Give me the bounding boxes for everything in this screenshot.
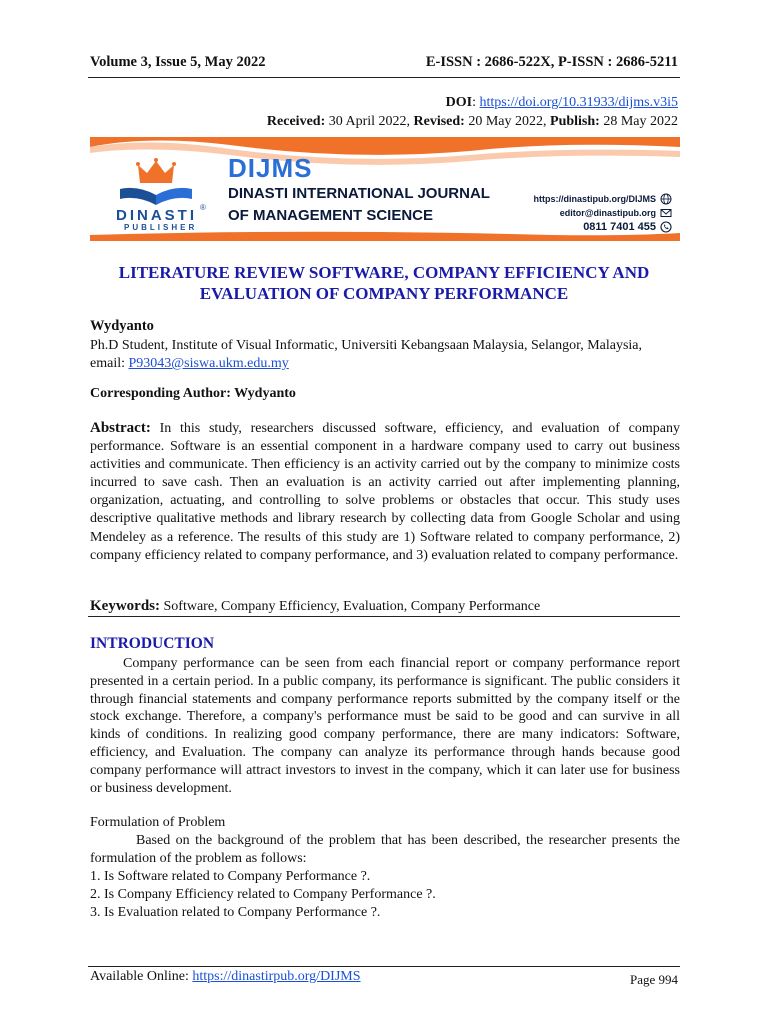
- footer-link[interactable]: https://dinastirpub.org/DIJMS: [192, 969, 361, 984]
- received-label: Received:: [266, 114, 326, 129]
- keywords-divider: [88, 616, 680, 617]
- list-item: 2. Is Company Efficiency related to Company Performance ?.: [90, 886, 436, 902]
- journal-banner: [90, 137, 680, 241]
- publish-date: 28 May 2022: [603, 114, 678, 129]
- publisher-sub: PUBLISHER: [124, 223, 198, 232]
- keywords-text: Software, Company Efficiency, Evaluation, Company Performance: [163, 599, 541, 614]
- abstract-label: Abstract:: [90, 420, 151, 436]
- abstract: [90, 419, 680, 565]
- email-text: editor@dinastipub.org: [559, 208, 656, 218]
- journal-volume: Volume 3, Issue 5, May 2022: [90, 54, 266, 70]
- keywords: [90, 598, 680, 615]
- introduction-paragraph: Company performance can be seen from each financial report or company performance report presented in a certain period. In a public company, its performance is significant. The public considers it through financial statements and company performance reports submitted by the company itself or the stock exchange. Therefore, a company's performance must be said to be good and can survive in all kinds of conditions. In realizing good company performance, there are many indicators: Software, efficiency, and Evaluation. The company can analyze its performance through hands because good company performance will attract investors to invest in the company, which it can later use for business or business development.: [90, 656, 680, 796]
- envelope-icon: [660, 207, 672, 219]
- crown-icon: [136, 157, 176, 187]
- problem-list: [90, 868, 436, 921]
- list-item: 1. Is Software related to Company Performance ?.: [90, 869, 371, 884]
- contact-website: [534, 193, 673, 205]
- registered-mark: ®: [200, 203, 206, 212]
- doi-block: DOI: https://doi.org/10.31933/dijms.v3i5 Received: 30 April 2022, Revised: 20 May 2022, Publish: 28 May 2022: [266, 95, 678, 129]
- book-icon: [118, 185, 194, 207]
- doi-label: DOI: [445, 95, 473, 110]
- keywords-label: Keywords:: [90, 598, 160, 614]
- author-email-link[interactable]: P93043@siswa.ukm.edu.my: [128, 356, 289, 371]
- journal-name-line2: OF MANAGEMENT SCIENCE: [228, 207, 434, 224]
- revised-label: Revised:: [413, 114, 465, 129]
- formulation-text: Based on the background of the problem that has been described, the researcher presents the formulation of the problem as follows:: [90, 833, 680, 866]
- doi-link[interactable]: https://doi.org/10.31933/dijms.v3i5: [479, 95, 678, 110]
- whatsapp-icon: [660, 221, 672, 233]
- received-date: 30 April 2022,: [328, 114, 411, 129]
- globe-icon: [660, 193, 672, 205]
- available-label: Available Online:: [90, 969, 189, 984]
- footer-availability: [90, 969, 361, 985]
- journal-name-line1: DINASTI INTERNATIONAL JOURNAL: [228, 185, 490, 202]
- journal-issn: E-ISSN : 2686-522X, P-ISSN : 2686-5211: [425, 54, 678, 70]
- title-line-1: LITERATURE REVIEW SOFTWARE, COMPANY EFFICIENCY AND: [118, 263, 650, 282]
- article-title: [90, 262, 678, 304]
- phone-text: 0811 7401 455: [583, 221, 656, 233]
- revised-date: 20 May 2022,: [468, 114, 547, 129]
- corresponding-author: Corresponding Author: Wydyanto: [90, 386, 296, 401]
- list-item: 3. Is Evaluation related to Company Performance ?.: [90, 904, 381, 920]
- author-affiliation: [90, 337, 690, 373]
- contact-email: [560, 207, 672, 219]
- title-line-2: EVALUATION OF COMPANY PERFORMANCE: [199, 284, 569, 303]
- abstract-text: In this study, researchers discussed software, efficiency, and evaluation of company performance. Software is an essential component in a hardware company used to carry out business activities and communicate. Then efficiency is an activity carried out by the company to minimize costs incurred to save cash. Then an evaluation is an activity carried out after implementing planning, organization, actuating, and controlling to solve problems or obstacles that occur. This study uses descriptive qualitative methods and library research by collecting data from Google Scholar and using Mendeley as a reference. The results of this study are 1) Software related to company performance, 2) company efficiency related to company performance, and 3) evaluation related to company performance.: [90, 421, 680, 563]
- publisher-name: DINASTI: [116, 207, 197, 224]
- contact-phone: [583, 221, 672, 233]
- formulation-title: Formulation of Problem: [90, 815, 226, 830]
- journal-abbreviation: DIJMS: [228, 153, 313, 183]
- email-label: email:: [90, 356, 125, 371]
- section-heading-introduction: INTRODUCTION: [90, 635, 215, 652]
- footer-divider: [88, 966, 680, 967]
- author-name: Wydyanto: [90, 318, 154, 334]
- header-divider: [88, 77, 680, 78]
- website-text: https://dinastipub.org/DIJMS: [533, 194, 656, 204]
- page-number: Page 994: [629, 972, 678, 987]
- publish-label: Publish:: [550, 114, 600, 129]
- affiliation-text: Ph.D Student, Institute of Visual Informatic, Universiti Kebangsaan Malaysia, Selangor, Malaysia,: [90, 338, 643, 353]
